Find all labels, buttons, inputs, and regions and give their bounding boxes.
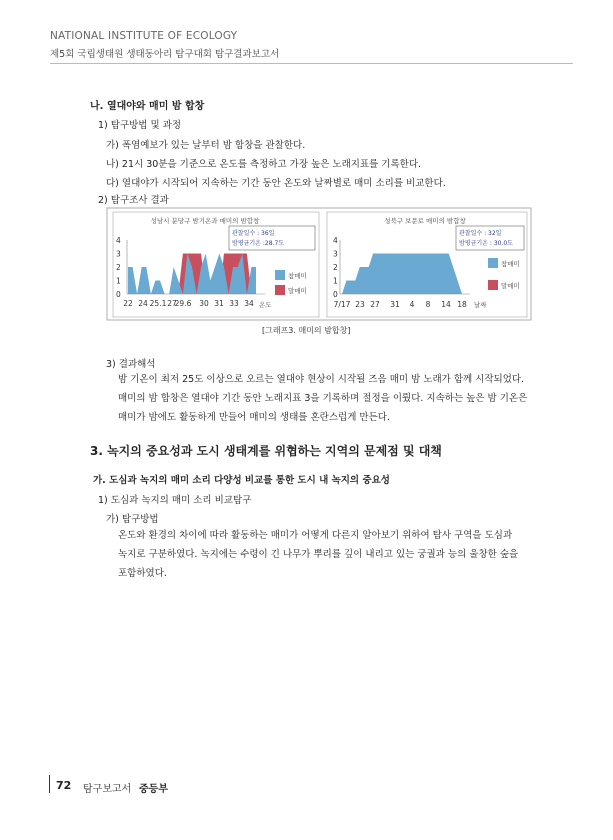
report-subtitle: 제5회 국립생태원 생태동아리 탐구대회 탐구결과보고서 [50,49,280,60]
analysis-line-1: 밤 기온이 최저 25도 이상으로 오르는 열대야 현상이 시작될 즈음 매미 밤 노래가 함께 시작되었다. [118,374,525,385]
analysis-paragraph [118,370,538,427]
chart1-x-tick: 25.1 [149,299,167,308]
chart2-y-tick: 0 [333,290,338,299]
chart2-title: 성북구 보문로 매미의 밤합창 [384,217,466,225]
chart2-y-tick: 1 [333,276,338,286]
chart1-legend-swatch-1 [275,270,285,280]
footer-label: 탐구보고서 [83,784,132,795]
chart2-info-days: 관찰일수 : 32일 [459,230,502,237]
comparison-title: 1) 도심과 녹지의 매미 소리 비교탐구 [98,495,252,506]
chart1-x-tick: 27 [167,299,177,308]
step-da: 다) 열대야가 시작되어 지속하는 기간 동안 온도와 날짜별로 매미 소리를 비교한다. [106,178,446,189]
chart2-x-tick: 7/17 [333,300,351,309]
chart2-legend-swatch-2 [488,280,498,290]
chart1-y-tick: 4 [116,236,121,245]
chart1-y-tick: 0 [116,290,121,299]
chart2-x-tick: 14 [441,300,451,309]
chart2-y-tick: 2 [333,263,338,272]
chart1-x-tick: 24 [138,299,148,308]
chart2-x-tick: 8 [425,300,431,309]
chart2-x-tick: 18 [457,300,467,309]
org-header: NATIONAL INSTITUTE OF ECOLOGY [50,30,238,42]
chart1-title: 성남시 분당구 밤기온과 매미의 밤합창 [150,217,260,225]
chart1-x-tick: 30 [199,299,209,308]
chart1-info-temp: 밤평균기온 :28.7도 [232,240,285,247]
footer-bar [49,775,50,793]
chart2-y-tick: 3 [333,249,338,259]
chart1-x-tick: 34 [244,299,254,308]
chart2-legend-label-2: 말매미 [501,282,520,290]
chart2-legend-swatch-1 [488,258,498,268]
analysis-title: 3) 결과해석 [106,359,156,370]
method-title: 1) 탐구방법 및 과정 [98,120,182,131]
analysis-line-3: 매미가 밤에도 활동하게 만들어 매미의 생태를 혼란스럽게 만든다. [118,412,390,423]
method-line-2: 녹지로 구분하였다. 녹지에는 수령이 긴 나무가 뿌리를 깊이 내리고 있는 궁궐과 능의 울창한 숲을 [118,549,519,560]
section-na-title: 나. 열대야와 매미 밤 합창 [90,101,205,112]
chart1-x-tick: 33 [229,299,239,308]
chart1-y-tick: 2 [116,263,121,272]
method-line-3: 포함하였다. [118,568,167,579]
section-3-title: 3. 녹지의 중요성과 도시 생태계를 위협하는 지역의 문제점 및 대책 [90,444,442,458]
method-line-1: 온도와 환경의 차이에 따라 활동하는 매미가 어떻게 다른지 알아보기 위하여 탐사 구역을 도심과 [118,530,513,541]
result-title: 2) 탐구조사 결과 [98,195,169,206]
analysis-line-2: 매미의 밤 합창은 열대야 기간 동안 노래지표 3을 기록하며 절정을 이뤘다. 지속하는 높은 밤 기온은 [118,393,528,404]
method-paragraph [118,526,538,583]
chart2-x-tick: 4 [409,300,415,309]
chart2-x-tick: 23 [355,300,365,309]
chart2-y-tick: 4 [333,236,338,245]
section-3-subtitle: 가. 도심과 녹지의 매미 소리 다양성 비교를 통한 도시 내 녹지의 중요성 [93,475,390,486]
chart1-legend-label-1: 참매미 [288,272,307,280]
chart1-y-tick: 1 [116,276,121,286]
chart2-legend-label-1: 참매미 [501,260,520,268]
chart1-xlabel: 온도 [259,301,272,309]
chart1-x-tick: 31 [214,299,224,308]
chart2-x-tick: 31 [390,300,400,309]
chart1-y-tick: 3 [116,249,121,259]
method-subtitle: 가) 탐구방법 [106,514,159,525]
chart2-x-tick: 27 [370,300,380,309]
step-ga: 가) 폭염예보가 있는 날부터 밤 합창을 관찰한다. [106,140,306,151]
page-number: 72 [56,779,72,792]
footer-level: 중등부 [139,784,168,795]
chart1-legend-label-2: 말매미 [288,287,307,295]
chart1-legend-swatch-2 [275,285,285,295]
chart2-xlabel: 날짜 [474,301,487,309]
figure-caption: [그래프3. 매미의 밤합창] [262,326,351,335]
chart1-x-tick: 22 [123,299,133,308]
chart1-info-days: 관찰일수 : 36일 [232,230,275,237]
chart1-x-tick: 29.6 [174,299,192,308]
step-na: 나) 21시 30분을 기준으로 온도를 측정하고 가장 높은 노래지표를 기록한다. [106,159,422,170]
chart2-series-chammaemi [342,254,462,295]
chart2-info-temp: 밤평균기온 : 30.0도 [459,240,513,247]
